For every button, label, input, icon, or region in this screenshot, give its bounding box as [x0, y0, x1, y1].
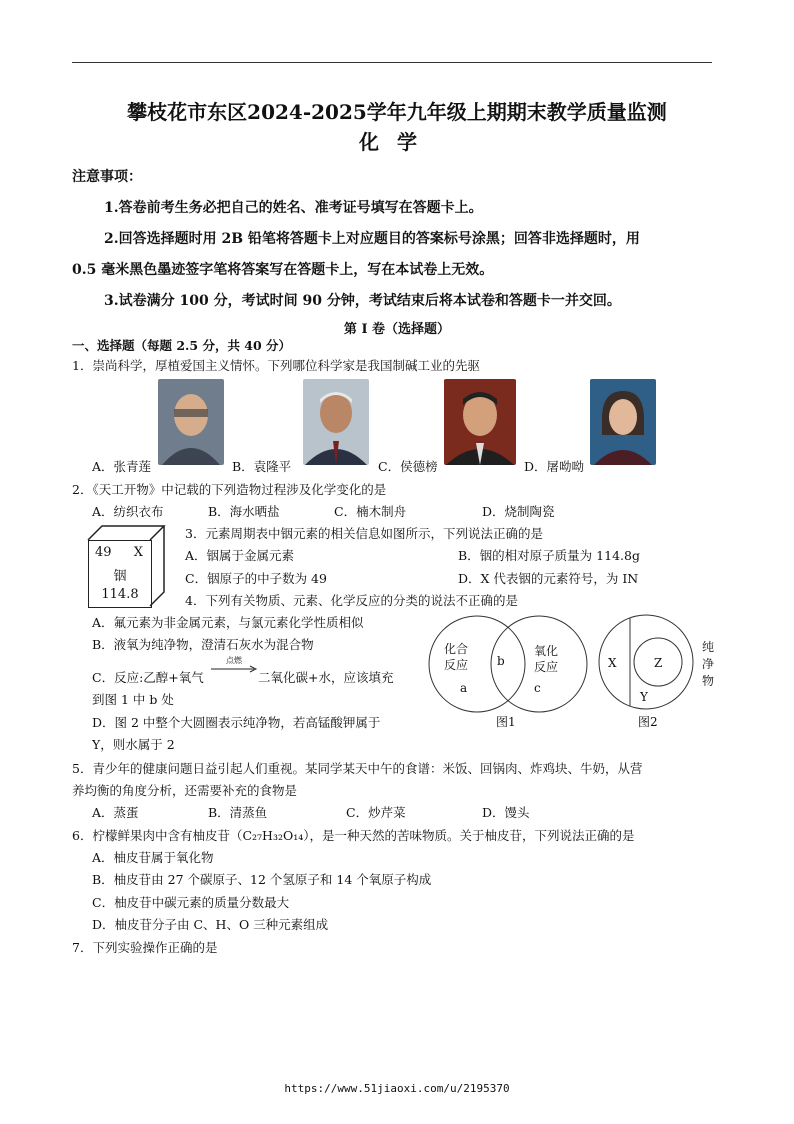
q4-stem: 4．下列有关物质、元素、化学反应的分类的说法不正确的是	[185, 593, 518, 608]
q5-option-b: B．清蒸鱼	[208, 805, 268, 820]
footer-url[interactable]: https://www.51jiaoxi.com/u/2195370	[284, 1082, 510, 1095]
fig1-left-label-2: 反应	[444, 658, 469, 672]
atomic-number: 49	[95, 545, 112, 560]
fig2-label-z: Z	[654, 656, 663, 670]
notice-item-3: 3.试卷满分 100 分，考试时间 90 分钟，考试结束后将本试卷和答题卡一并交回。	[104, 293, 621, 309]
atomic-mass: 114.8	[101, 587, 139, 602]
fig1-right-label-1: 氧化	[534, 644, 559, 658]
fig2-side-label-3: 物	[702, 674, 715, 688]
q2-option-a: A．纺织衣布	[92, 504, 164, 519]
q6-option-c: C．柚皮苷中碳元素的质量分数最大	[92, 895, 290, 910]
q4-option-a: A．氟元素为非金属元素，与氯元素化学性质相似	[92, 615, 364, 630]
q5-option-d: D．馒头	[482, 805, 530, 820]
q1-option-d: D．屠呦呦	[524, 459, 585, 474]
q7-stem: 7．下列实验操作正确的是	[72, 940, 218, 955]
notice-heading: 注意事项：	[72, 169, 142, 185]
scientist-photo-3	[444, 379, 516, 465]
top-rule	[72, 62, 712, 63]
reaction-arrow-icon	[210, 664, 258, 674]
q5-option-a: A．蒸蛋	[92, 805, 139, 820]
section-part-1: 一、选择题（每题 2.5 分，共 40 分）	[72, 338, 292, 353]
element-name: 铟	[113, 569, 127, 584]
fig1-caption: 图1	[496, 715, 516, 729]
q6-option-a: A．柚皮苷属于氧化物	[92, 850, 214, 865]
q1-stem: 1．崇尚科学，厚植爱国主义情怀。下列哪位科学家是我国制碱工业的先驱	[72, 358, 480, 373]
section-title: 第 I 卷（选择题）	[343, 322, 451, 337]
q3-option-c: C．铟原子的中子数为 49	[185, 571, 327, 586]
fig2-side-label-2: 净	[702, 657, 715, 671]
fig2-side-label-1: 纯	[702, 640, 715, 654]
exam-subject: 化学	[359, 130, 435, 154]
q6-option-b: B．柚皮苷由 27 个碳原子、12 个氢原子和 14 个氧原子构成	[92, 872, 432, 887]
fig1-left-label-1: 化合	[444, 642, 469, 656]
reaction-condition: 点燃	[226, 656, 242, 665]
q4-option-d-line-1: D．图 2 中整个大圆圈表示纯净物，若高锰酸钾属于	[92, 715, 381, 730]
periodic-cell-3d-edge	[86, 524, 166, 610]
q3-option-a: A．铟属于金属元素	[185, 548, 295, 563]
q2-option-c: C．楠木制舟	[334, 504, 407, 519]
scientist-photo-2	[303, 379, 369, 465]
fig1-region-c: c	[534, 681, 541, 695]
q3-option-d: D．X 代表铟的元素符号，为 IN	[458, 571, 639, 586]
q4-option-c-start: C．反应:乙醇+氧气	[92, 670, 204, 685]
notice-item-2-line-2: 0.5 毫米黑色墨迹签字笔将答案写在答题卡上，写在本试卷上无效。	[72, 262, 494, 278]
q6-stem: 6．柠檬鲜果肉中含有柚皮苷（C₂₇H₃₂O₁₄），是一种天然的苦味物质。关于柚皮苷，下列说法正确的是	[72, 828, 635, 843]
q4-option-c-line-2: 到图 1 中 b 处	[92, 692, 174, 707]
fig2-caption: 图2	[638, 715, 658, 729]
q5-stem-line-2: 养均衡的角度分析，还需要补充的食物是	[72, 783, 298, 798]
q2-option-b: B．海水晒盐	[208, 504, 280, 519]
exam-title: 攀枝花市东区2024-2025学年九年级上期期末教学质量监测	[127, 100, 667, 124]
q1-option-a: A．张青莲	[92, 459, 152, 474]
fig2-label-x: X	[608, 656, 617, 670]
fig1-region-a: a	[460, 681, 468, 695]
element-symbol: X	[133, 545, 143, 560]
notice-item-2-line-1: 2.回答选择题时用 2B 铅笔将答题卡上对应题目的答案标号涂黑；回答非选择题时，用	[104, 231, 640, 247]
q5-stem-line-1: 5．青少年的健康问题日益引起人们重视。某同学某天中午的食谱：米饭、回锅肉、炸鸡块、牛奶，从营	[72, 761, 643, 776]
q5-option-c: C．炒芹菜	[346, 805, 406, 820]
scientist-photo-4	[590, 379, 656, 465]
q3-stem: 3．元素周期表中铟元素的相关信息如图所示，下列说法正确的是	[185, 526, 543, 541]
q2-option-d: D．烧制陶瓷	[482, 504, 555, 519]
q1-option-b: B．袁隆平	[232, 459, 292, 474]
q1-option-c: C．侯德榜	[378, 459, 438, 474]
notice-item-1: 1.答卷前考生务必把自己的姓名、准考证号填写在答题卡上。	[104, 200, 483, 216]
fig1-right-label-2: 反应	[534, 660, 559, 674]
fig1-region-b: b	[497, 654, 505, 668]
scientist-photo-1	[158, 379, 224, 465]
q3-option-b: B．铟的相对原子质量为 114.8g	[458, 548, 640, 563]
q6-option-d: D．柚皮苷分子由 C、H、O 三种元素组成	[92, 917, 329, 932]
fig2-label-y: Y	[640, 690, 648, 704]
q2-stem: 2．《天工开物》中记载的下列造物过程涉及化学变化的是	[72, 482, 387, 497]
q4-option-b: B．液氧为纯净物，澄清石灰水为混合物	[92, 637, 314, 652]
q4-option-c-end: 二氧化碳+水，应该填充	[258, 670, 394, 685]
q4-option-d-line-2: Y，则水属于 2	[92, 737, 175, 752]
